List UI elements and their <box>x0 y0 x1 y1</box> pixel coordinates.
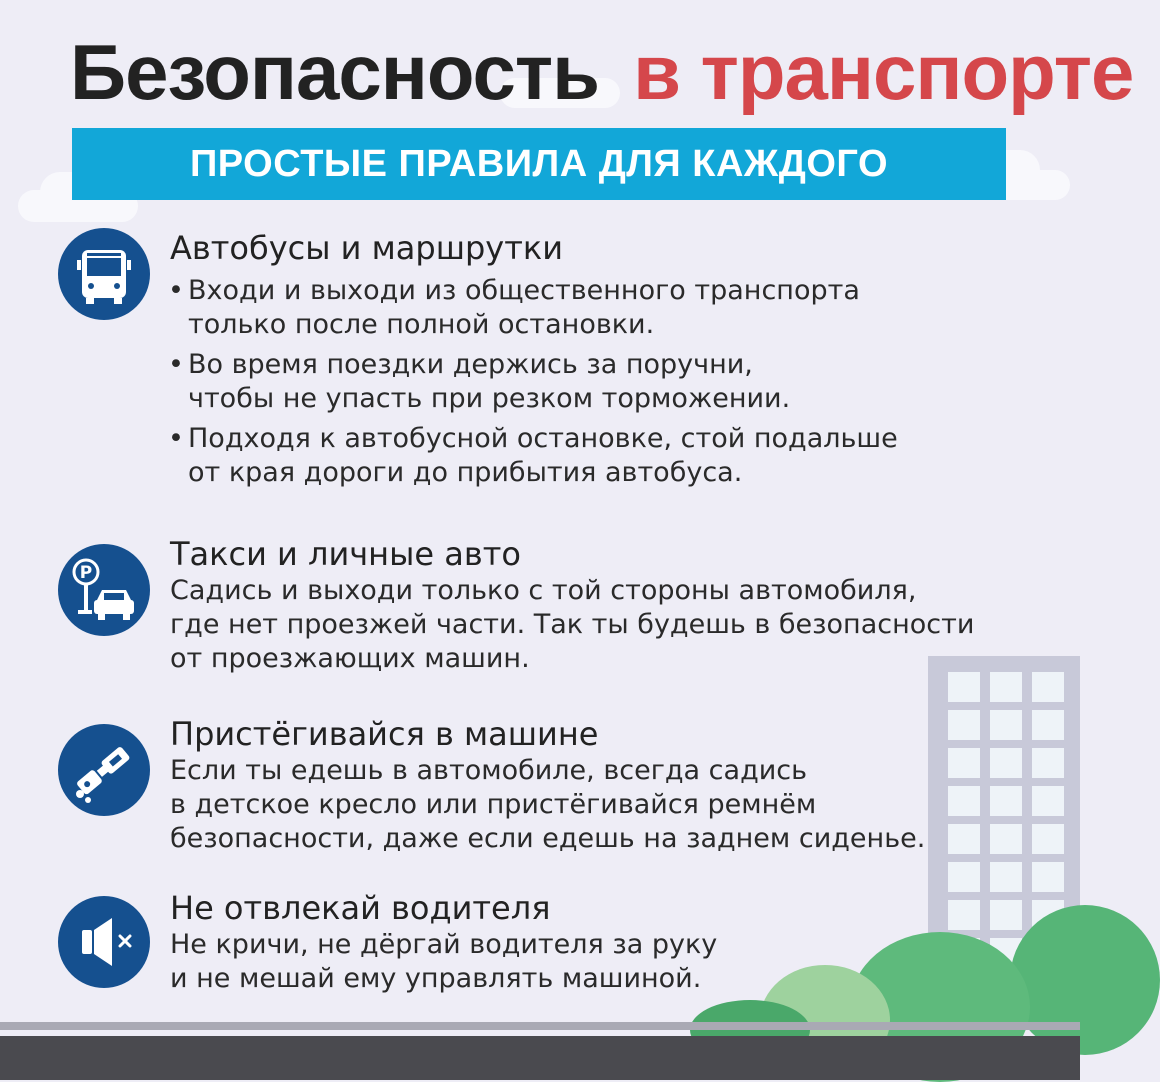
list-item: • Подходя к автобусной остановке, стой подальше от края дороги до прибытия автобуса. <box>170 422 1060 490</box>
section-driver <box>170 888 1060 996</box>
road-curb <box>0 1022 1080 1030</box>
building-window <box>990 672 1022 702</box>
section-buses <box>170 228 1060 490</box>
title-part-2: в транспорте <box>633 28 1134 116</box>
section-text: Если ты едешь в автомобиле, всегда садись в детское кресло или пристёгивайся ремнём безопасности, даже если едешь на заднем сиденье. <box>170 755 926 854</box>
section-seatbelt <box>170 714 1060 856</box>
section-title: Пристёгивайся в машине <box>170 715 599 753</box>
section-title: Автобусы и маршрутки <box>170 229 563 267</box>
section-text: Садись и выходи только с той стороны автомобиля, где нет проезжей части. Так ты будешь в безопасности от проезжающих машин. <box>170 575 975 674</box>
list-item: • Входи и выходи из общественного транспорта только после полной остановки. <box>170 274 1060 342</box>
svg-text:P: P <box>79 563 93 583</box>
seatbelt-icon <box>58 724 150 816</box>
building-window <box>948 672 980 702</box>
parking-car-icon <box>58 544 150 636</box>
page-title <box>70 22 1134 122</box>
section-taxi <box>170 534 1060 676</box>
section-title: Не отвлекай водителя <box>170 889 551 927</box>
title-part-1: Безопасность <box>70 28 600 116</box>
building-window <box>1032 672 1064 702</box>
subtitle-banner: ПРОСТЫЕ ПРАВИЛА ДЛЯ КАЖДОГО <box>72 128 1006 200</box>
section-text: Не кричи, не дёргай водителя за руку и не мешай ему управлять машиной. <box>170 929 718 994</box>
road <box>0 1036 1080 1080</box>
section-title: Такси и личные авто <box>170 535 521 573</box>
bus-icon <box>58 228 150 320</box>
list-item: • Во время поездки держись за поручни, чтобы не упасть при резком торможении. <box>170 348 1060 416</box>
mute-speaker-icon <box>58 896 150 988</box>
